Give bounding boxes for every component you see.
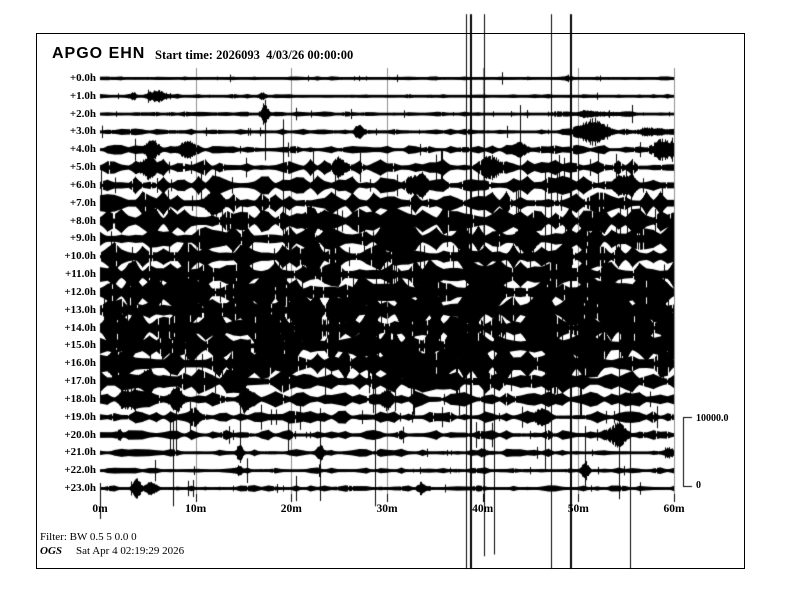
hour-label: +14.0h	[64, 321, 96, 334]
minute-label: 0m	[92, 503, 108, 515]
hour-label: +3.0h	[69, 125, 96, 138]
hour-label: +0.0h	[69, 71, 96, 84]
hour-label: +8.0h	[69, 214, 96, 227]
hour-label: +12.0h	[64, 285, 96, 298]
org-label: OGS	[40, 545, 63, 557]
timestamp-label: Sat Apr 4 02:19:29 2026	[76, 545, 185, 557]
hour-label: +18.0h	[64, 392, 96, 405]
hour-label: +11.0h	[64, 268, 96, 281]
scale-min-label: 0	[696, 480, 701, 491]
hour-label: +9.0h	[69, 232, 96, 245]
station-title: APGO EHN	[52, 45, 146, 62]
minute-label: 40m	[472, 503, 494, 515]
hour-label: +7.0h	[69, 196, 96, 209]
minute-label: 50m	[567, 503, 589, 515]
start-time-label: Start time: 2026093 4/03/26 00:00:00	[155, 48, 354, 62]
hour-label: +22.0h	[64, 464, 96, 477]
scale-max-label: 10000.0	[696, 413, 729, 424]
hour-label: +20.0h	[64, 428, 96, 441]
minute-label: 30m	[376, 503, 398, 515]
hour-label: +2.0h	[69, 107, 96, 120]
minute-label: 10m	[185, 503, 207, 515]
hour-label: +4.0h	[69, 143, 96, 156]
hour-label: +1.0h	[69, 89, 96, 102]
hour-label: +15.0h	[64, 339, 96, 352]
credit-line	[40, 545, 184, 557]
hour-label: +6.0h	[69, 178, 96, 191]
minute-label: 20m	[280, 503, 302, 515]
hour-label: +17.0h	[64, 375, 96, 387]
hour-label: +19.0h	[64, 410, 96, 423]
hour-label: +21.0h	[64, 446, 96, 459]
filter-label: Filter: BW 0.5 5 0.0 0	[40, 531, 137, 543]
hour-label: +23.0h	[64, 481, 96, 494]
outer-border	[36, 33, 745, 569]
hour-label: +5.0h	[69, 161, 96, 174]
hour-label: +16.0h	[64, 357, 96, 370]
minute-label: 60m	[663, 503, 685, 515]
hour-label: +10.0h	[64, 250, 96, 263]
hour-label: +13.0h	[64, 303, 96, 316]
